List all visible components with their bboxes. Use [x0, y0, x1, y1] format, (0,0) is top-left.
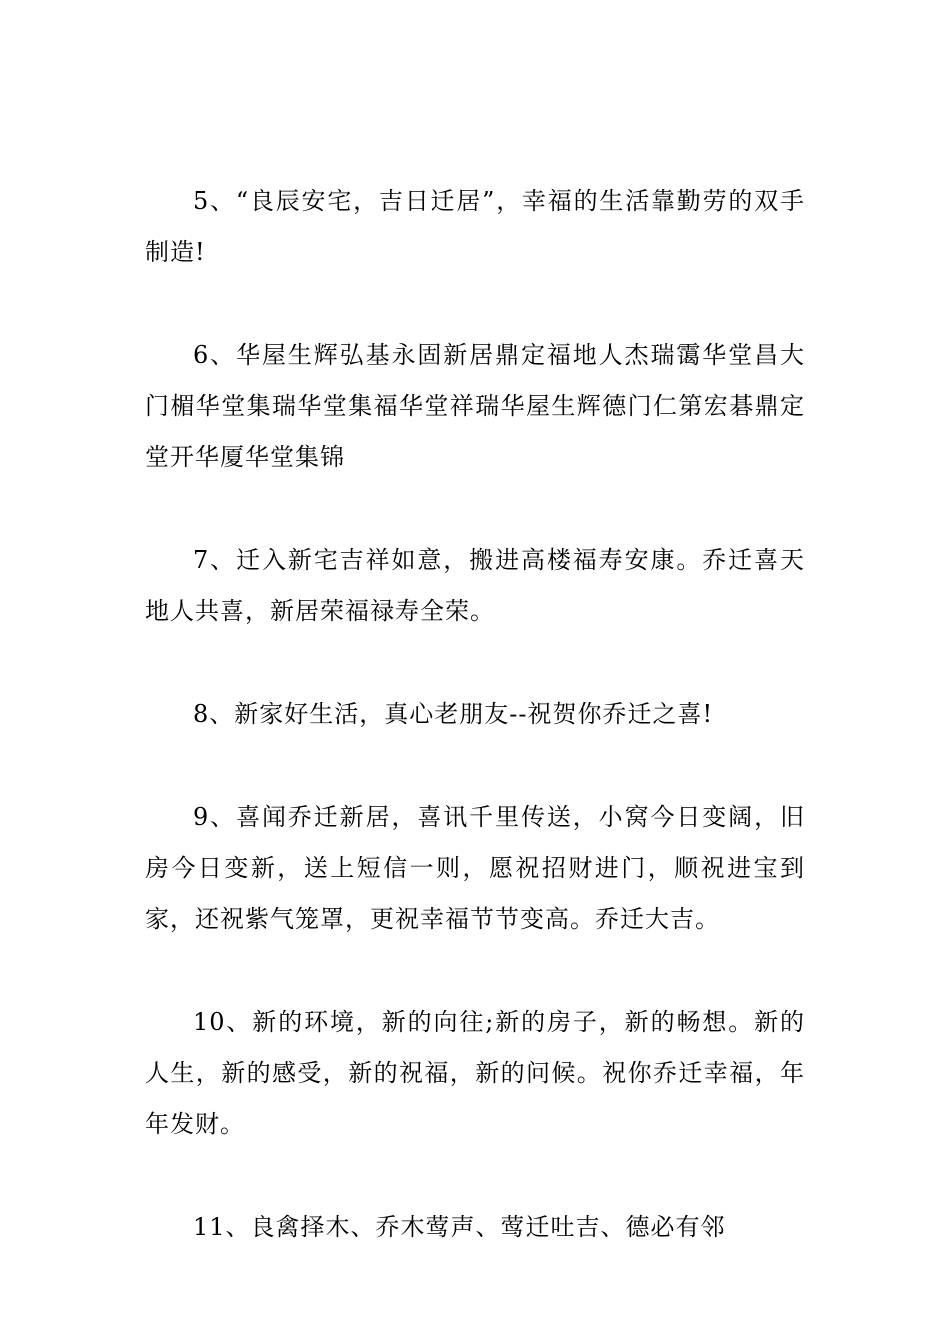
paragraph-8: 8、新家好生活，真心老朋友--祝贺你乔迁之喜!	[193, 700, 714, 728]
paragraph-7: 7、迁入新宅吉祥如意，搬进高楼福寿安康。乔迁喜天地人共喜，新居荣福禄寿全荣。	[145, 546, 805, 625]
paragraph-9: 9、喜闻乔迁新居，喜讯千里传送，小窝今日变阔，旧房今日变新，送上短信一则，愿祝招财进门，顺祝进宝到家，还祝紫气笼罩，更祝幸福节节变高。乔迁大吉。	[145, 803, 805, 933]
paragraph-5: 5、“良辰安宅，吉日迁居”，幸福的生活靠勤劳的双手制造!	[145, 187, 805, 266]
paragraph-6: 6、华屋生辉弘基永固新居鼎定福地人杰瑞霭华堂昌大门楣华堂集瑞华堂集福华堂祥瑞华屋生辉德门仁第宏碁鼎定堂开华厦华堂集锦	[145, 341, 805, 471]
document-body	[145, 176, 805, 1305]
paragraph-10: 10、新的环境，新的向往;新的房子，新的畅想。新的人生，新的感受，新的祝福，新的问候。祝你乔迁幸福，年年发财。	[145, 1008, 805, 1138]
paragraph-11: 11、良禽择木、乔木莺声、莺迁吐吉、德必有邻	[193, 1213, 726, 1241]
